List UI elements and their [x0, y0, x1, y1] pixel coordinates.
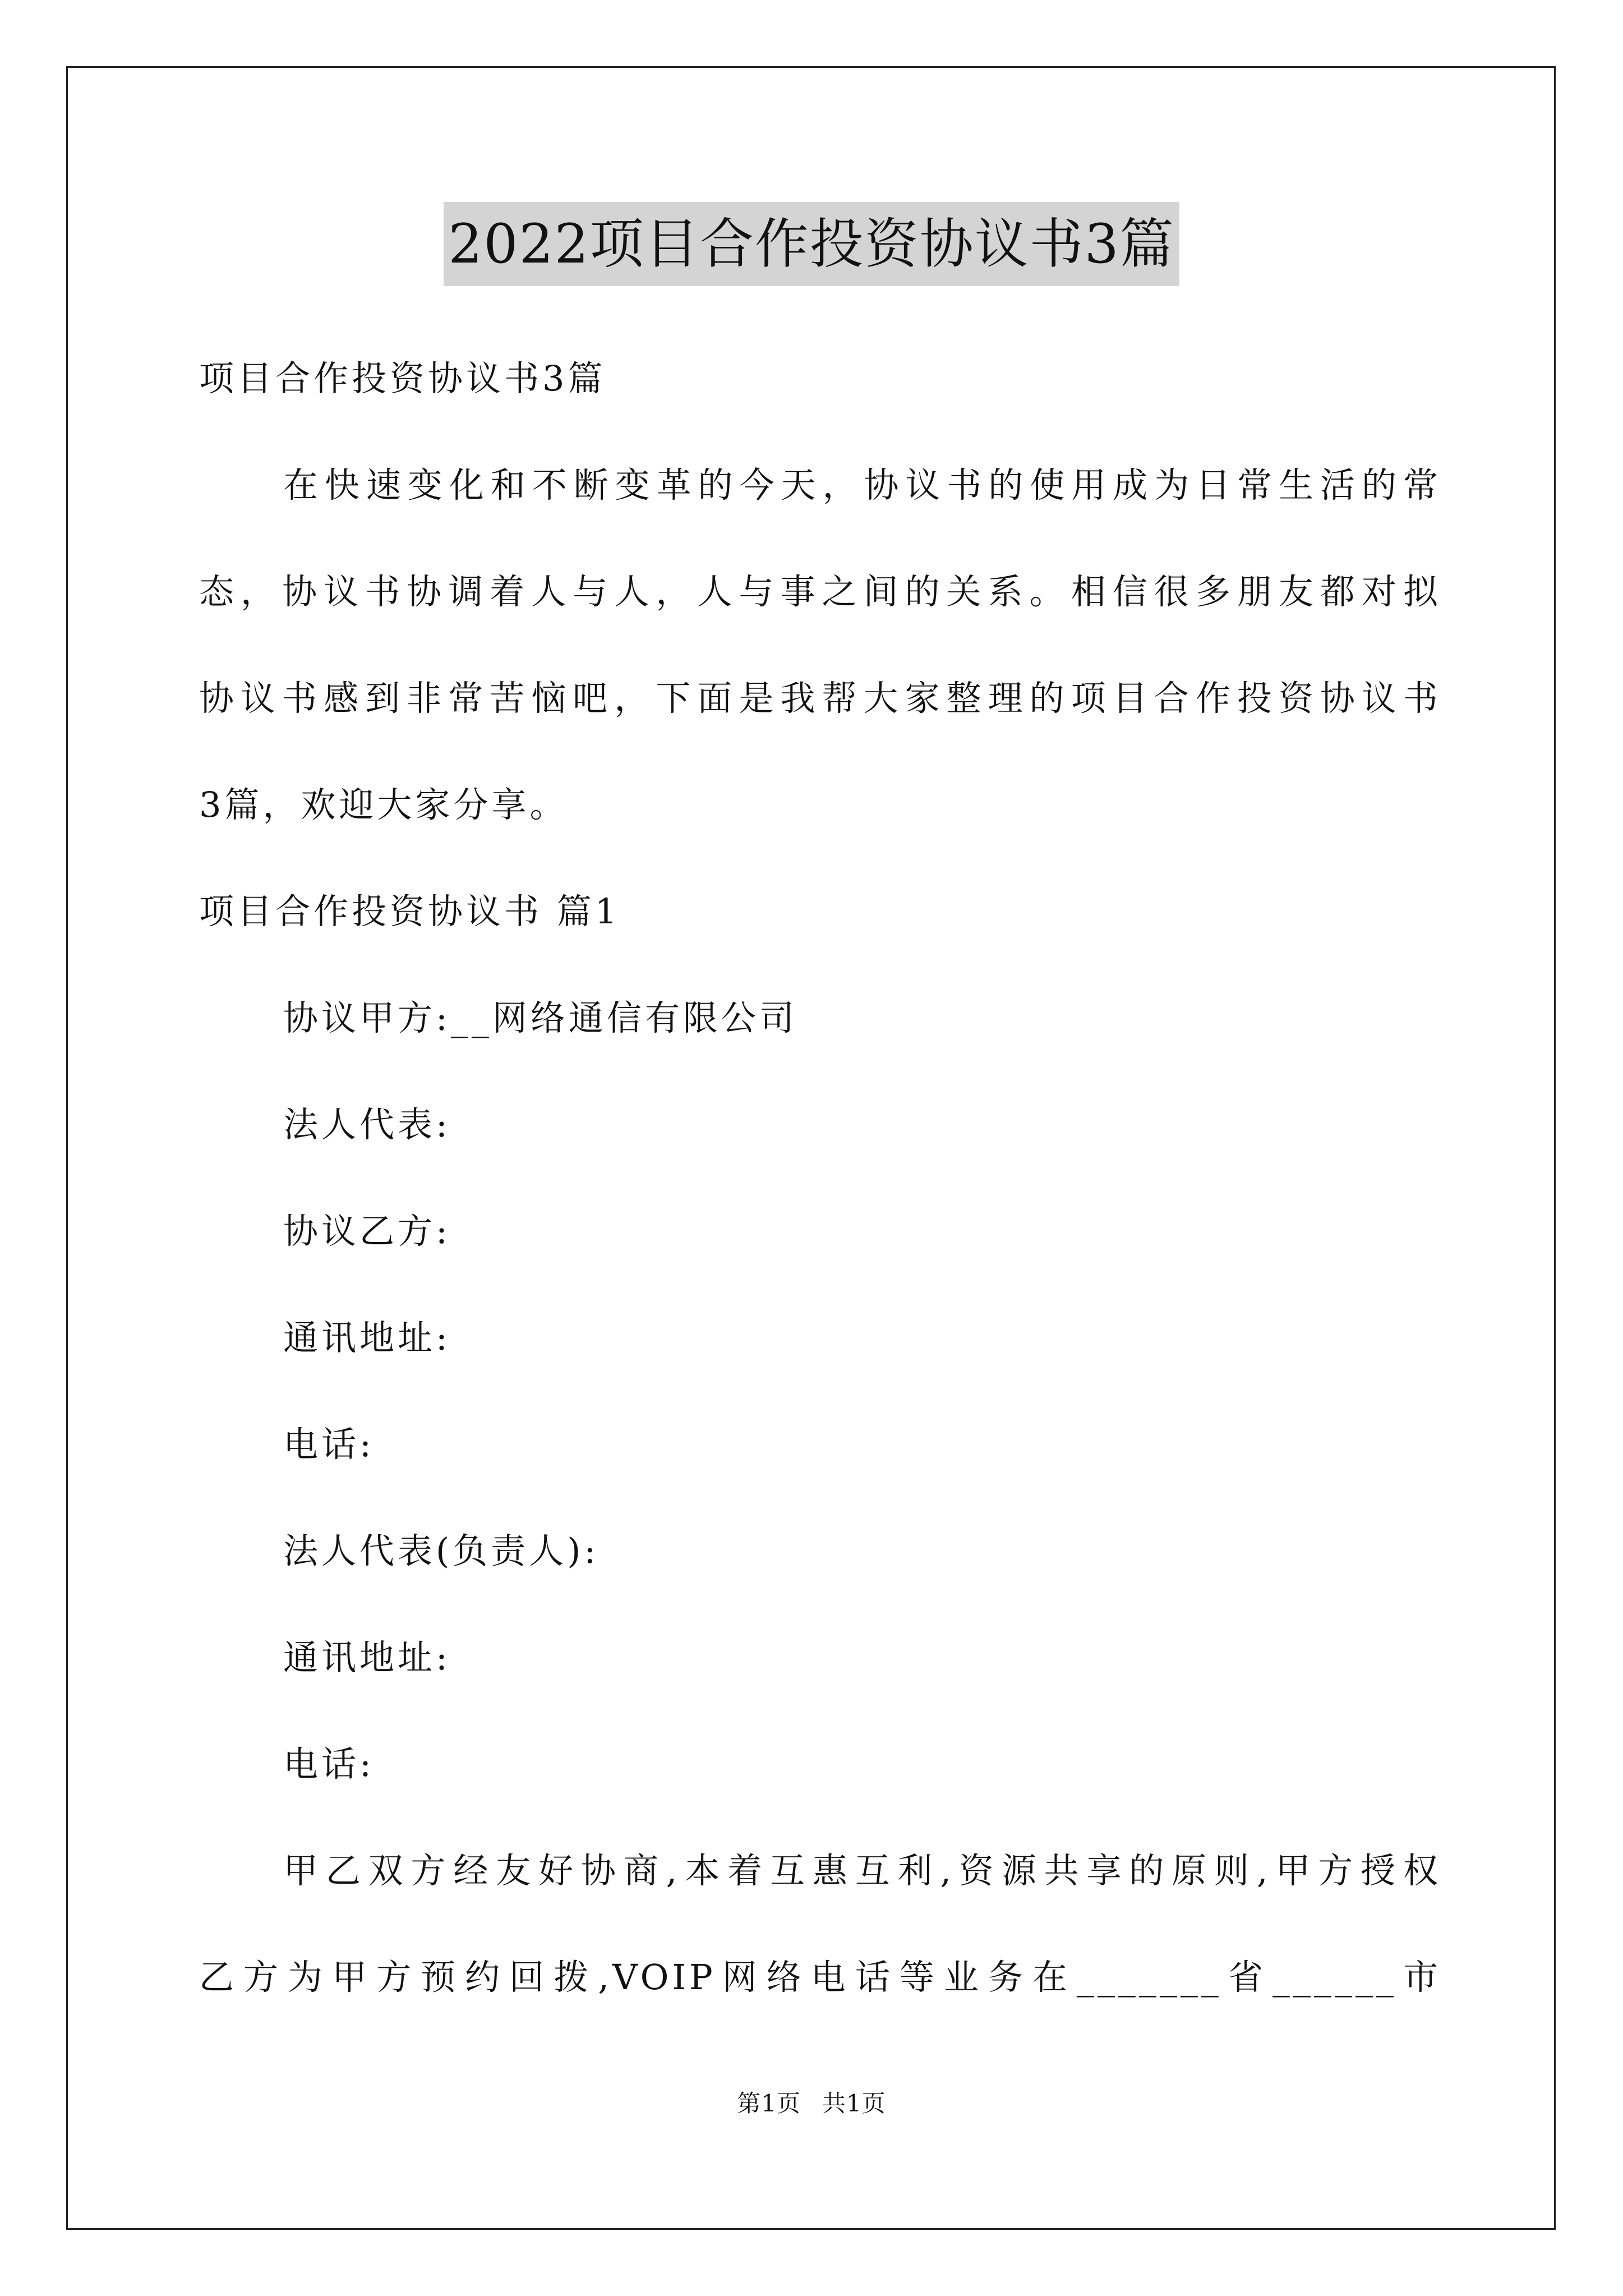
field-address-2: 通讯地址: [283, 1637, 451, 1678]
document-subtitle: 项目合作投资协议书3篇 [199, 358, 606, 399]
section-heading: 项目合作投资协议书 篇1 [199, 891, 621, 932]
field-party-b: 协议乙方: [283, 1211, 451, 1251]
intro-line-1: 在快速变化和不断变革的今天，协议书的使用成为日常生活的常 [283, 464, 1441, 505]
clause-line-1: 甲乙双方经友好协商,本着互惠互利,资源共享的原则,甲方授权 [283, 1850, 1441, 1891]
page-total: 共1页 [822, 2090, 886, 2117]
field-legal-rep-responsible: 法人代表(负责人): [283, 1530, 600, 1571]
page-footer [0, 2087, 1623, 2120]
document-title: 2022项目合作投资协议书3篇 [444, 202, 1179, 286]
field-legal-rep: 法人代表: [283, 1104, 451, 1145]
intro-line-4: 3篇，欢迎大家分享。 [199, 784, 568, 825]
page-number: 第1页 [737, 2090, 801, 2117]
intro-line-3: 协议书感到非常苦恼吧，下面是我帮大家整理的项目合作投资协议书 [199, 678, 1441, 719]
intro-line-2: 态，协议书协调着人与人，人与事之间的关系。相信很多朋友都对拟 [199, 571, 1441, 612]
clause-line-2: 乙方为甲方预约回拨,VOIP网络电话等业务在_______省______市 [199, 1957, 1441, 1998]
field-phone: 电话: [283, 1424, 375, 1465]
field-phone-2: 电话: [283, 1743, 375, 1784]
field-address: 通讯地址: [283, 1317, 451, 1358]
field-party-a: 协议甲方:__网络通信有限公司 [283, 997, 797, 1038]
title-container [0, 202, 1623, 286]
